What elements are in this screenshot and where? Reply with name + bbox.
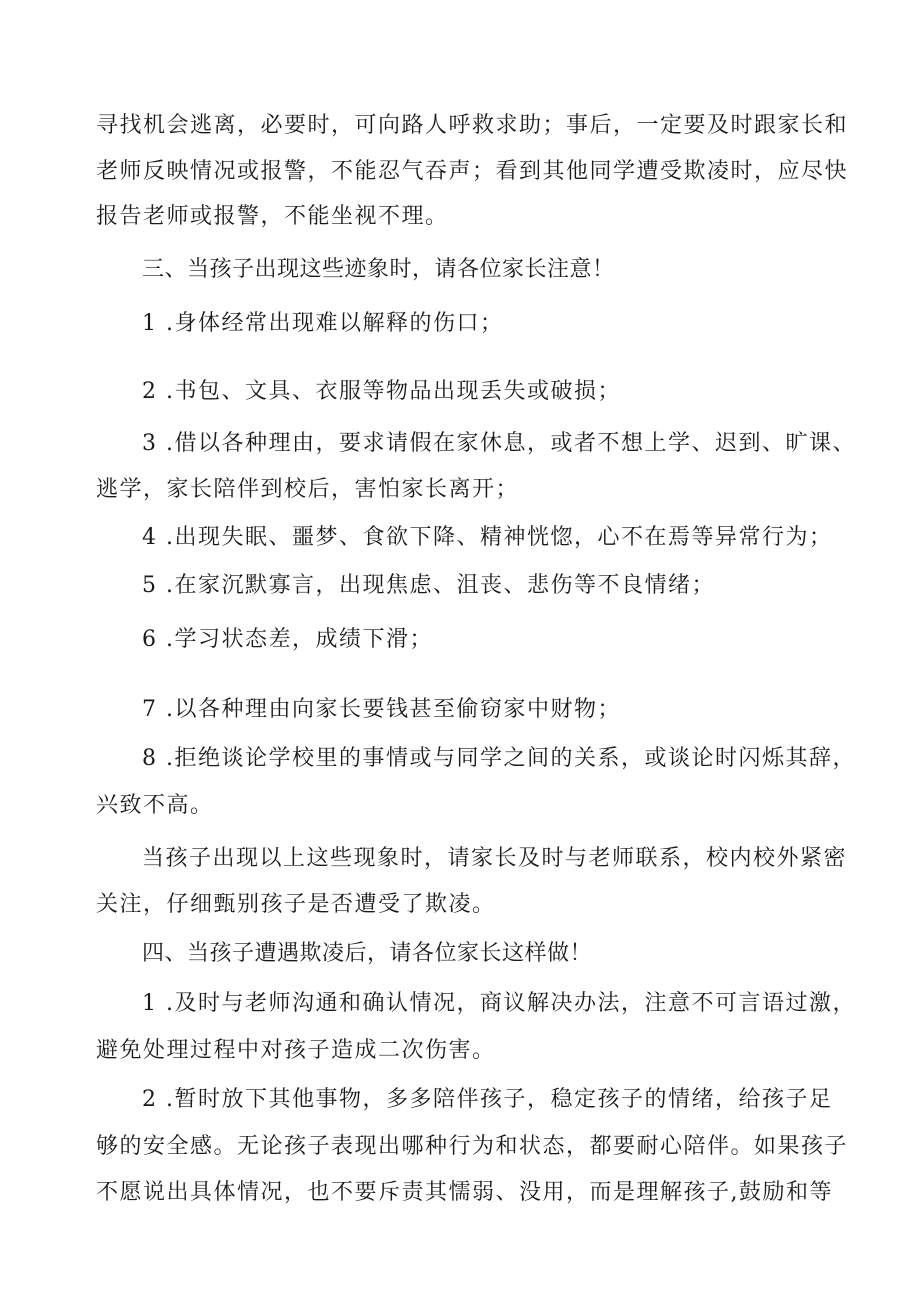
list-item-continuation: 兴致不高。	[96, 793, 214, 818]
list-item: 3 .借以各种理由，要求请假在家休息，或者不想上学、迟到、旷课、	[142, 431, 856, 456]
list-item: 6 .学习状态差，成绩下滑；	[142, 627, 433, 652]
body-text-line: 报告老师或报警，不能坐视不理。	[96, 204, 449, 229]
list-item: 2 .暂时放下其他事物，多多陪伴孩子，稳定孩子的情绪，给孩子足	[142, 1087, 833, 1112]
list-item: 1 .身体经常出现难以解释的伤口；	[142, 311, 504, 336]
list-item: 5 .在家沉默寡言，出现焦虑、沮丧、悲伤等不良情绪；	[142, 573, 715, 598]
section-heading: 三、当孩子出现这些迹象时，请各位家长注意！	[142, 257, 615, 282]
section-heading: 四、当孩子遭遇欺凌后，请各位家长这样做！	[142, 941, 593, 966]
list-item: 4 .出现失眠、噩梦、食欲下降、精神恍惚，心不在焉等异常行为；	[142, 525, 833, 550]
body-text-line: 寻找机会逃离，必要时，可向路人呼救求助；事后，一定要及时跟家长和	[96, 113, 849, 138]
list-item: 7 .以各种理由向家长要钱甚至偷窃家中财物；	[142, 697, 621, 722]
list-item: 1 .及时与老师沟通和确认情况，商议解决办法，注意不可言语过激，	[142, 991, 856, 1016]
list-item-continuation: 逃学，家长陪伴到校后，害怕家长离开；	[96, 477, 520, 502]
body-text-line: 老师反映情况或报警，不能忍气吞声；看到其他同学遭受欺凌时，应尽快	[96, 159, 849, 184]
list-item-continuation: 不愿说出具体情况，也不要斥责其懦弱、没用，而是理解孩子,鼓励和等	[96, 1180, 833, 1205]
body-text-line: 关注，仔细甄别孩子是否遭受了欺凌。	[96, 892, 496, 917]
list-item-continuation: 够的安全感。无论孩子表现出哪种行为和状态，都要耐心陪伴。如果孩子	[96, 1134, 849, 1159]
list-item: 8 .拒绝谈论学校里的事情或与同学之间的关系，或谈论时闪烁其辞，	[142, 746, 856, 771]
list-item: 2 .书包、文具、衣服等物品出现丢失或破损；	[142, 379, 621, 404]
list-item-continuation: 避免处理过程中对孩子造成二次伤害。	[96, 1038, 496, 1063]
body-text-line: 当孩子出现以上这些现象时，请家长及时与老师联系，校内校外紧密	[142, 846, 848, 871]
